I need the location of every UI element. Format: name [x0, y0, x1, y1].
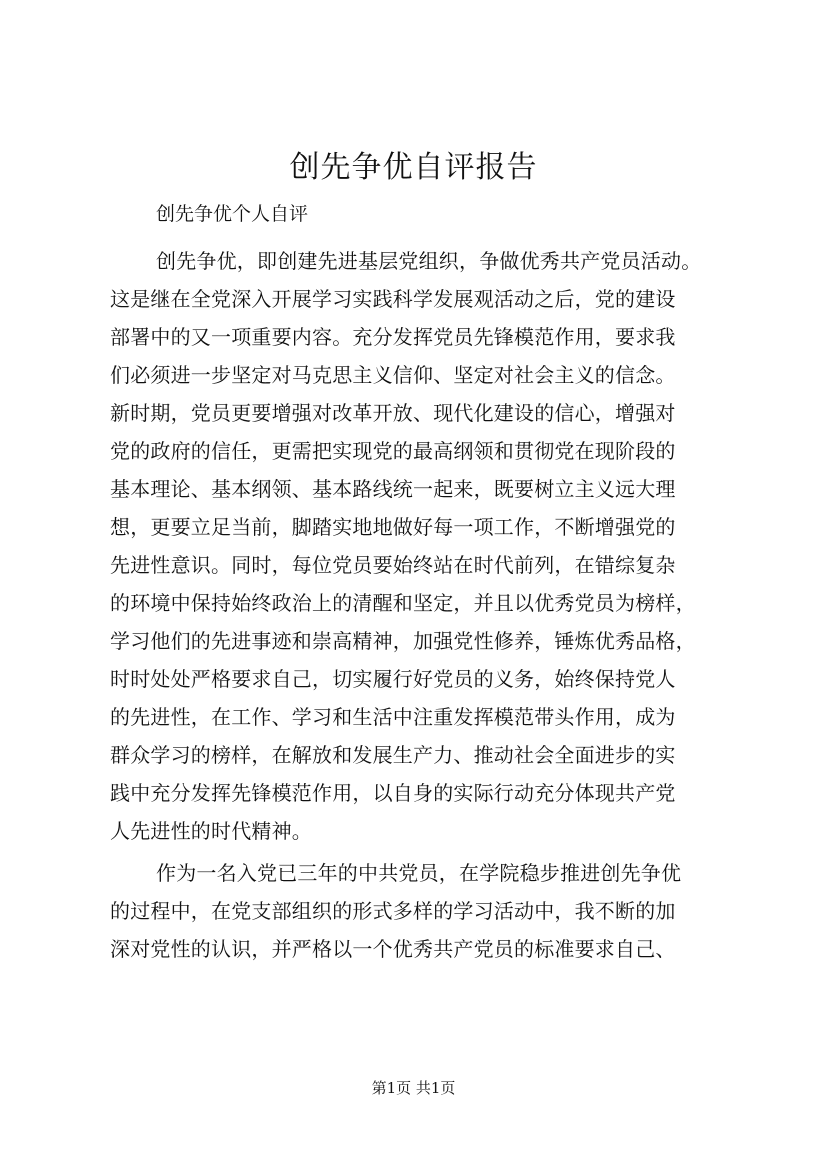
paragraph-line: 想，更要立足当前，脚踏实地地做好每一项工作，不断增强党的: [110, 515, 676, 539]
paragraph-line: 部署中的又一项重要内容。充分发挥党员先锋模范作用，要求我: [110, 325, 676, 349]
paragraph-line: 们必须进一步坚定对马克思主义信仰、坚定对社会主义的信念。: [110, 363, 676, 387]
paragraph-line: 这是继在全党深入开展学习实践科学发展观活动之后，党的建设: [110, 287, 676, 311]
page-footer: 第1页 共1页: [371, 1079, 456, 1097]
paragraph-line: 践中充分发挥先锋模范作用，以自身的实际行动充分体现共产党: [110, 781, 676, 805]
paragraph-line: 的先进性，在工作、学习和生活中注重发挥模范带头作用，成为: [110, 705, 676, 729]
paragraph-line: 先进性意识。同时，每位党员要始终站在时代前列，在错综复杂: [110, 553, 676, 577]
paragraph-line: 时时处处严格要求自己，切实履行好党员的义务，始终保持党人: [110, 667, 676, 691]
paragraph-line: 党的政府的信任，更需把实现党的最高纲领和贯彻党在现阶段的: [110, 439, 676, 463]
document-subtitle: 创先争优个人自评: [156, 203, 309, 225]
paragraph-line: 人先进性的时代精神。: [110, 819, 312, 843]
paragraph-line: 深对党性的认识，并严格以一个优秀共产党员的标准要求自己、: [110, 937, 676, 961]
paragraph-line: 新时期，党员更要增强对改革开放、现代化建设的信心，增强对: [110, 401, 676, 425]
paragraph-line: 作为一名入党已三年的中共党员，在学院稳步推进创先争优: [156, 861, 682, 885]
paragraph-line: 创先争优，即创建先进基层党组织，争做优秀共产党员活动。: [156, 249, 702, 273]
paragraph-line: 学习他们的先进事迹和崇高精神，加强党性修养，锤炼优秀品格，: [110, 629, 696, 653]
paragraph-line: 基本理论、基本纲领、基本路线统一起来，既要树立主义远大理: [110, 477, 676, 501]
paragraph-line: 的环境中保持始终政治上的清醒和坚定，并且以优秀党员为榜样，: [110, 591, 696, 615]
paragraph-line: 的过程中，在党支部组织的形式多样的学习活动中，我不断的加: [110, 899, 676, 923]
paragraph-line: 群众学习的榜样，在解放和发展生产力、推动社会全面进步的实: [110, 743, 676, 767]
document-title: 创先争优自评报告: [289, 150, 538, 185]
